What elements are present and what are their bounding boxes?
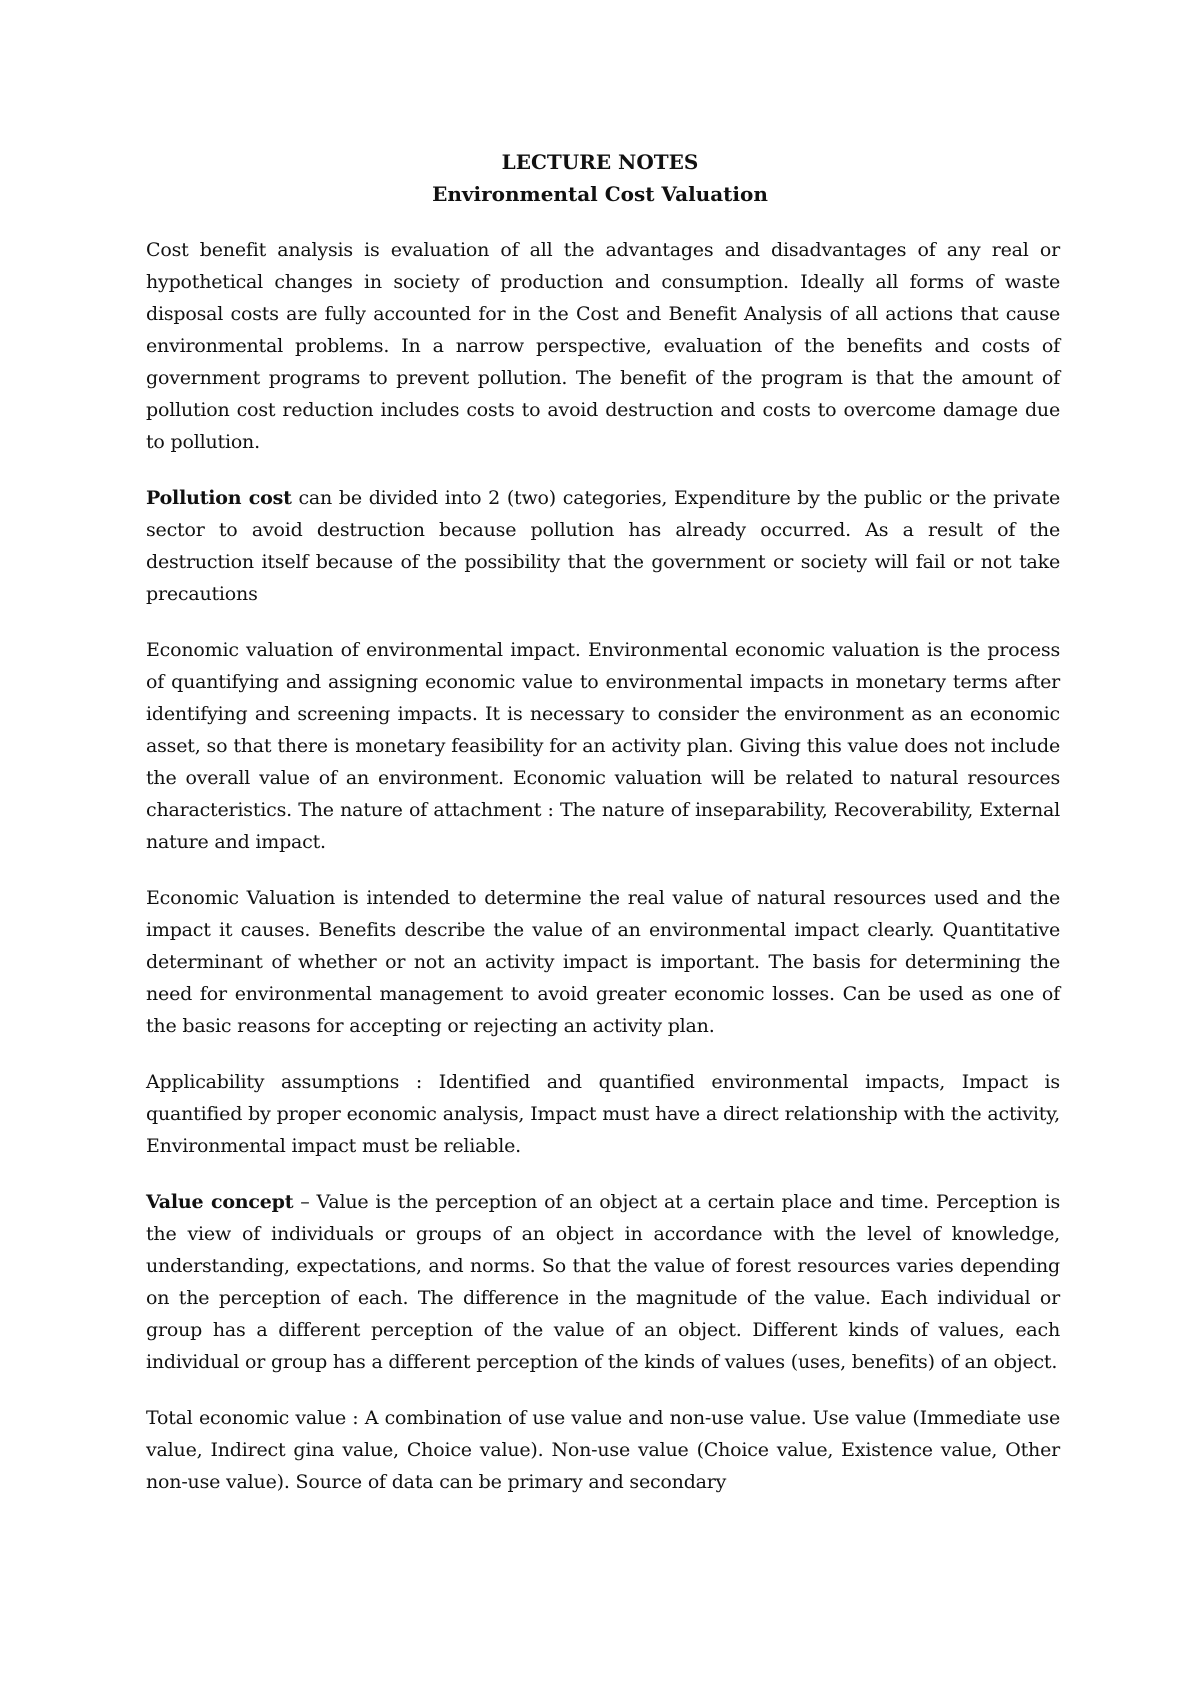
term-pollution-cost: Pollution cost: [146, 487, 292, 509]
paragraph-pollution-cost: [146, 482, 1060, 610]
paragraph-value-concept: [146, 1186, 1060, 1378]
heading-lecture-notes: LECTURE NOTES: [501, 150, 699, 174]
term-value-concept: Value concept: [146, 1191, 294, 1213]
document-heading: [0, 146, 1200, 210]
paragraph-pollution-cost-text: can be divided into 2 (two) categories, Expenditure by the public or the private sector to avoid destruction because pollution has already occurred. As a result of the destruction itself because of the possibility that the government or society will fail or not take precautions: [146, 487, 1060, 605]
paragraph-economic-valuation: Economic valuation of environmental impact. Environmental economic valuation is the process of quantifying and assigning economic value to environmental impacts in monetary terms after identifying and screening impacts. It is necessary to consider the environment as an economic asset, so that there is monetary feasibility for an activity plan. Giving this value does not include the overall value of an environment. Economic valuation will be related to natural resources characteristics. The nature of attachment : The nature of inseparability, Recoverability, External nature and impact.: [146, 639, 1060, 853]
paragraph-cost-benefit: Cost benefit analysis is evaluation of all the advantages and disadvantages of any real or hypothetical changes in society of production and consumption. Ideally all forms of waste disposal costs are fully accounted for in the Cost and Benefit Analysis of all actions that cause environmental problems. In a narrow perspective, evaluation of the benefits and costs of government programs to prevent pollution. The benefit of the program is that the amount of pollution cost reduction includes costs to avoid destruction and costs to overcome damage due to pollution.: [146, 239, 1060, 453]
paragraph-total-economic-value: Total economic value : A combination of use value and non-use value. Use value (Immediate use value, Indirect gina value, Choice value). Non-use value (Choice value, Existence value, Other non-use value). Source of data can be primary and secondary: [146, 1407, 1060, 1493]
document-body: [146, 234, 1060, 1522]
heading-topic: Environmental Cost Valuation: [432, 182, 768, 206]
paragraph-applicability: Applicability assumptions : Identified and quantified environmental impacts, Impact is quantified by proper economic analysis, Impact must have a direct relationship with the activity, Environmental impact must be reliable.: [146, 1071, 1060, 1157]
paragraph-valuation-purpose: Economic Valuation is intended to determine the real value of natural resources used and the impact it causes. Benefits describe the value of an environmental impact clearly. Quantitative determinant of whether or not an activity impact is important. The basis for determining the need for environmental management to avoid greater economic losses. Can be used as one of the basic reasons for accepting or rejecting an activity plan.: [146, 887, 1060, 1037]
paragraph-value-concept-text: – Value is the perception of an object at a certain place and time. Perception is the view of individuals or groups of an object in accordance with the level of knowledge, understanding, expectations, and norms. So that the value of forest resources varies depending on the perception of each. The difference in the magnitude of the value. Each individual or group has a different perception of the value of an object. Different kinds of values, each individual or group has a different perception of the kinds of values (uses, benefits) of an object.: [146, 1191, 1060, 1373]
